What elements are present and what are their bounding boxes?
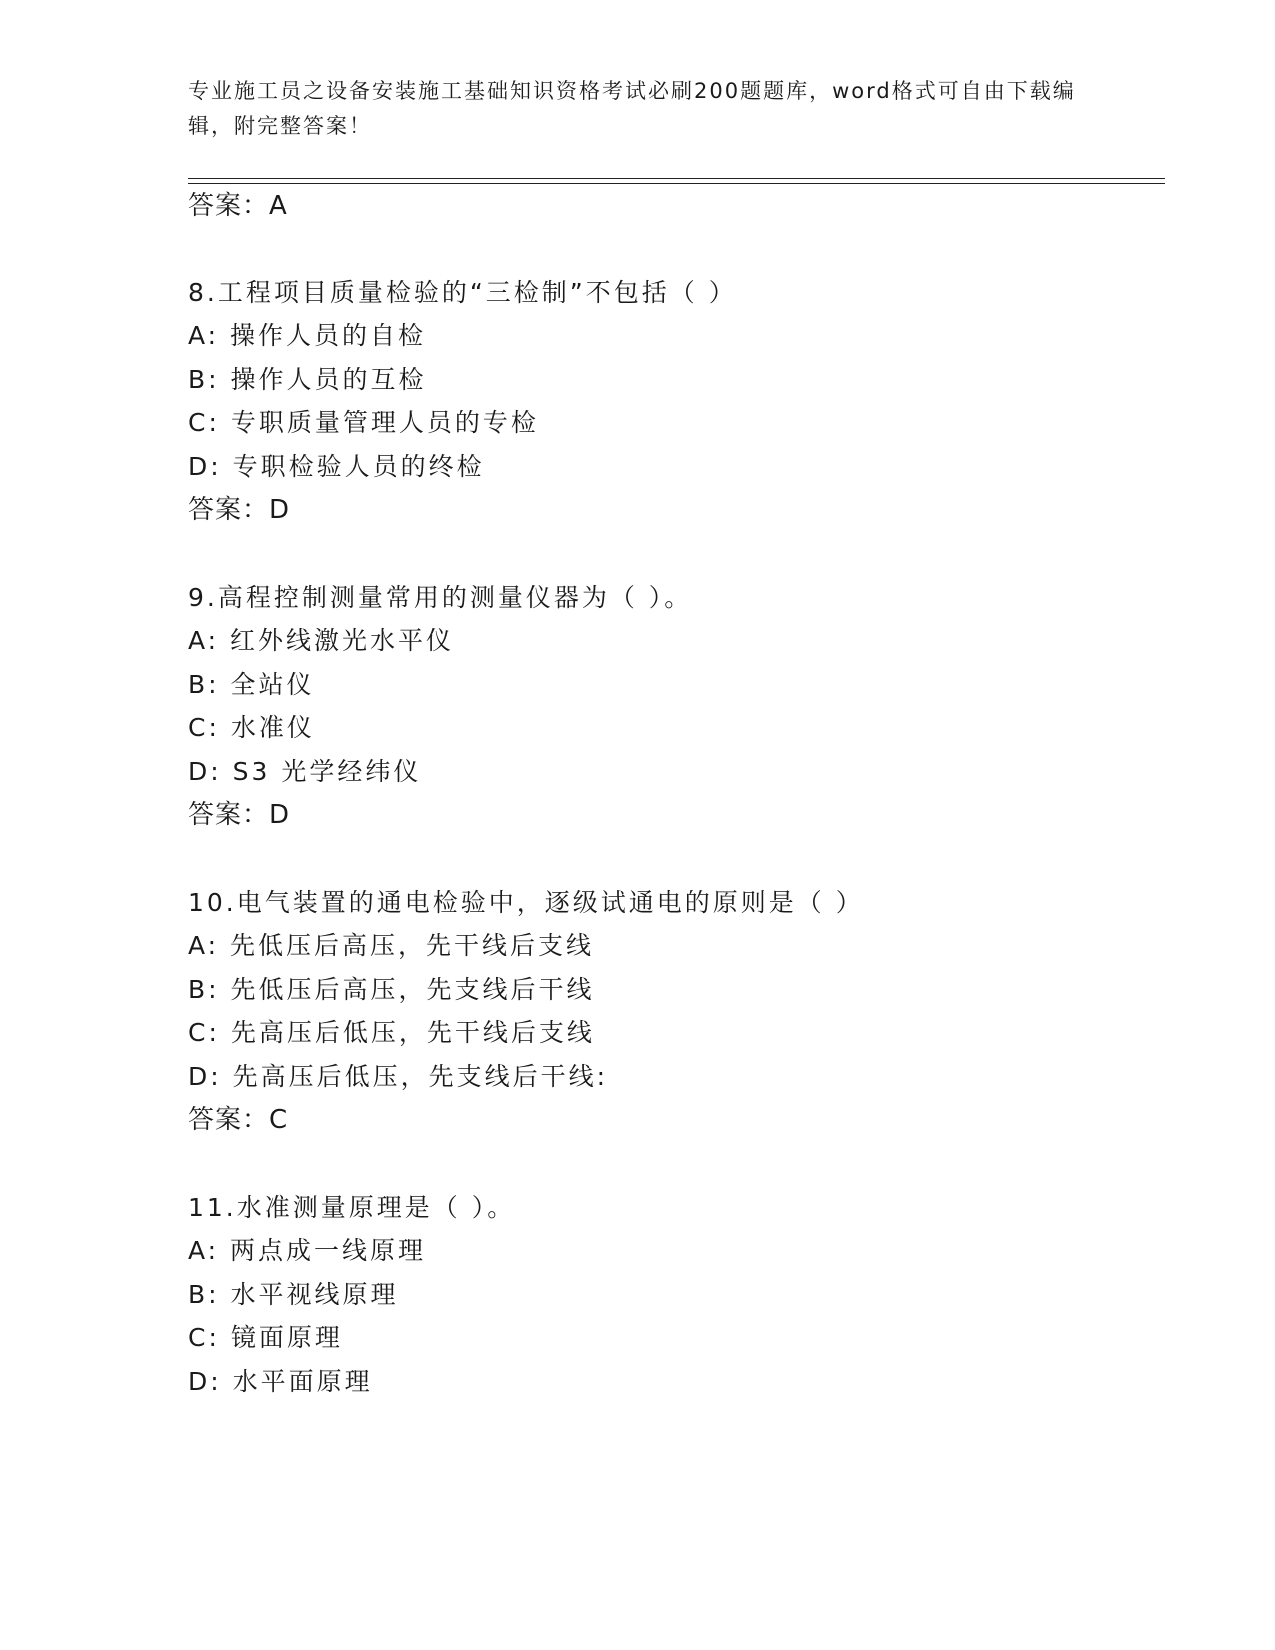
question-10-answer: 答案：C	[188, 1105, 289, 1135]
question-11-option-d: D: 水平面原理	[188, 1367, 373, 1396]
header-divider-bottom	[188, 183, 1165, 184]
question-11-stem: 11.水准测量原理是（ ）。	[188, 1193, 516, 1222]
question-8-option-a: A: 操作人员的自检	[188, 321, 427, 350]
document-header: 专业施工员之设备安装施工基础知识资格考试必刷200题题库，word格式可自由下载编辑，附完整答案！	[188, 79, 1076, 138]
question-9-stem: 9.高程控制测量常用的测量仪器为（ ）。	[188, 583, 693, 612]
header-divider-top	[188, 178, 1165, 179]
question-8-option-b: B: 操作人员的互检	[188, 365, 427, 394]
question-8-option-d: D: 专职检验人员的终检	[188, 452, 485, 481]
question-11-option-a: A: 两点成一线原理	[188, 1236, 427, 1265]
question-10-stem: 10.电气装置的通电检验中，逐级试通电的原则是（ ）	[188, 888, 864, 917]
question-11-option-b: B: 水平视线原理	[188, 1280, 399, 1309]
question-10-option-c: C: 先高压后低压，先干线后支线	[188, 1018, 595, 1047]
question-8-option-c: C: 专职质量管理人员的专检	[188, 408, 539, 437]
question-9-option-b: B: 全站仪	[188, 670, 315, 699]
question-10-option-d: D: 先高压后低压，先支线后干线:	[188, 1062, 609, 1091]
question-11-option-c: C: 镜面原理	[188, 1323, 343, 1352]
answer-prev: 答案：A	[188, 191, 288, 221]
question-9-answer: 答案：D	[188, 800, 291, 830]
question-9-option-a: A: 红外线激光水平仪	[188, 626, 455, 655]
question-8-answer: 答案：D	[188, 495, 291, 525]
question-9-option-c: C: 水准仪	[188, 713, 315, 742]
question-9-option-d: D: S3 光学经纬仪	[188, 757, 422, 786]
question-10-option-b: B: 先低压后高压，先支线后干线	[188, 975, 595, 1004]
question-10-option-a: A: 先低压后高压，先干线后支线	[188, 931, 595, 960]
question-8-stem: 8.工程项目质量检验的“三检制”不包括（ ）	[188, 278, 737, 307]
